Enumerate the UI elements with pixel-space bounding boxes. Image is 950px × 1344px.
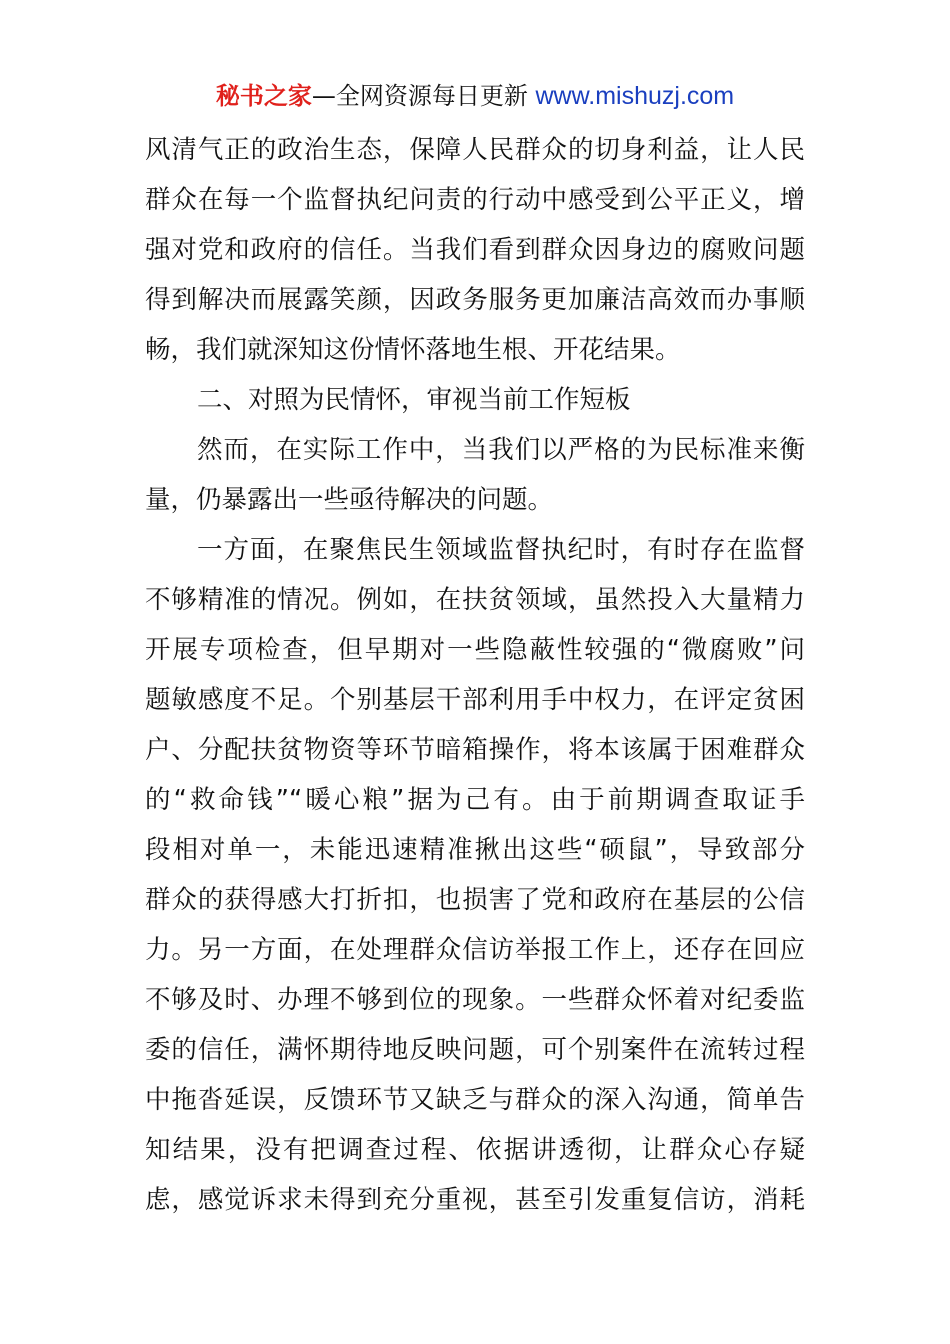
text-line: 虑，感觉诉求未得到充分重视，甚至引发重复信访，消耗 — [145, 1185, 805, 1215]
text-line: 不够精准的情况。例如，在扶贫领域，虽然投入大量精力 — [145, 585, 805, 615]
text-line: 强对党和政府的信任。当我们看到群众因身边的腐败问题 — [145, 235, 805, 265]
text-line: 中拖沓延误，反馈环节又缺乏与群众的深入沟通，简单告 — [145, 1085, 805, 1115]
text-line: 力。另一方面，在处理群众信访举报工作上，还存在回应 — [145, 935, 805, 965]
text-line: 委的信任，满怀期待地反映问题，可个别案件在流转过程 — [145, 1035, 805, 1065]
text-line: 的“救命钱”“暖心粮”据为己有。由于前期调查取证手 — [145, 785, 805, 815]
text-line: 风清气正的政治生态，保障人民群众的切身利益，让人民 — [145, 135, 805, 165]
header-tagline: —全网资源每日更新 — [311, 82, 536, 110]
text-line: 知结果，没有把调查过程、依据讲透彻，让群众心存疑 — [145, 1135, 805, 1165]
text-line: 不够及时、办理不够到位的现象。一些群众怀着对纪委监 — [145, 985, 805, 1015]
text-line: 群众的获得感大打折扣，也损害了党和政府在基层的公信 — [145, 885, 805, 915]
text-line: 题敏感度不足。个别基层干部利用手中权力，在评定贫困 — [145, 685, 805, 715]
site-url[interactable]: www.mishuzj.com — [535, 82, 735, 110]
document-body — [145, 125, 805, 1225]
text-line: 量，仍暴露出一些亟待解决的问题。 — [145, 485, 554, 515]
text-line: 一方面，在聚焦民生领域监督执纪时，有时存在监督 — [197, 535, 805, 565]
text-line: 开展专项检查，但早期对一些隐蔽性较强的“微腐败”问 — [145, 635, 805, 665]
text-line: 然而，在实际工作中，当我们以严格的为民标准来衡 — [197, 435, 805, 465]
text-line: 畅，我们就深知这份情怀落地生根、开花结果。 — [145, 335, 681, 365]
text-line: 户、分配扶贫物资等环节暗箱操作，将本该属于困难群众 — [145, 735, 805, 765]
text-line: 段相对单一，未能迅速精准揪出这些“硕鼠”，导致部分 — [145, 835, 805, 865]
text-line: 群众在每一个监督执纪问责的行动中感受到公平正义，增 — [145, 185, 805, 215]
site-header — [0, 80, 950, 112]
text-line: 得到解决而展露笑颜，因政务服务更加廉洁高效而办事顺 — [145, 285, 805, 315]
brand-name: 秘书之家 — [215, 82, 312, 110]
section-heading: 二、对照为民情怀，审视当前工作短板 — [197, 385, 631, 415]
